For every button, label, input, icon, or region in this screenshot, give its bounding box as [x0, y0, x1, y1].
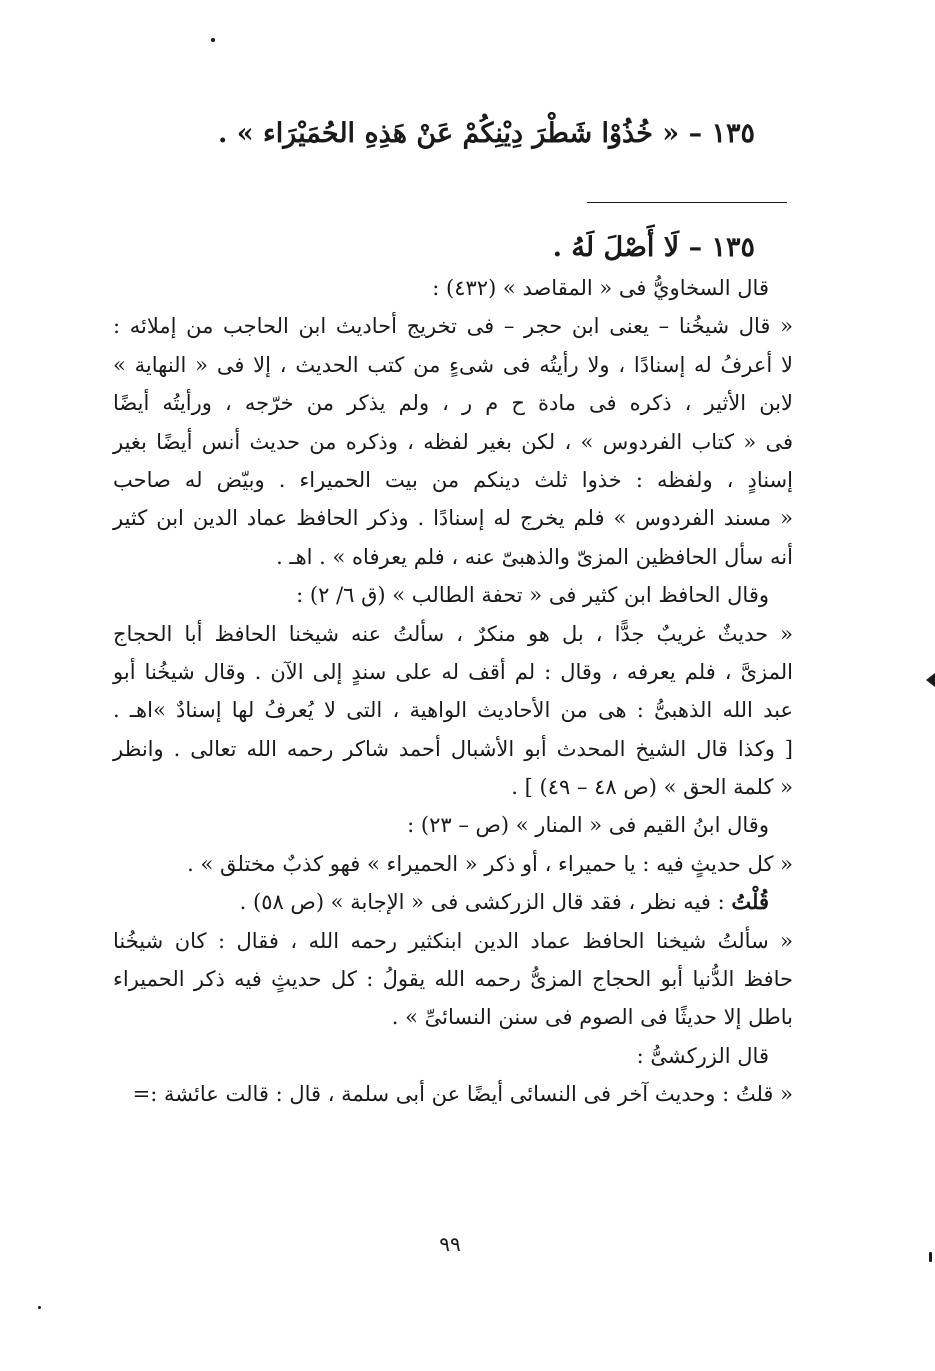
text-line: لا أعرفُ له إسنادًا ، ولا رأيتُه فى شىءٍ من كتب الحديث ، إلا فى « النهاية » — [113, 352, 793, 377]
qultu-rest: : فيه نظر ، فقد قال الزركشى فى « الإجابة » (ص ٥٨) . — [239, 890, 732, 915]
page-number: ٩٩ — [439, 1232, 461, 1256]
text-line: وقال ابنُ القيم فى « المنار » (ص – ٢٣) : — [407, 813, 769, 838]
verdict-heading: ١٣٥ – لَا أَصْلَ لَهُ . — [552, 232, 755, 263]
text-line: المزىَّ ، فلم يعرفه ، وقال : لم أقف له على سندٍ إلى الآن . وقال شيخُنا أبو — [113, 659, 793, 684]
qultu-label: قُلْتُ — [731, 889, 769, 915]
text-line: « كلمة الحق » (ص ٤٨ – ٤٩) ] . — [511, 775, 793, 800]
text-line: أنه سأل الحافظين المزىّ والذهبىّ عنه ، فلم يعرفاه » . اهـ . — [276, 544, 793, 569]
ink-speck — [929, 1252, 932, 1262]
text-line: « مسند الفردوس » فلم يخرج له إسنادًا . وذكر الحافظ عماد الدين ابن كثير — [113, 506, 793, 531]
text-line: إسنادٍ ، ولفظه : خذوا ثلث دينكم من بيت الحميراء . وبيّض له صاحب — [113, 467, 793, 492]
text-line: « قلتُ : وحديث آخر فى النسائى أيضًا عن أبى سلمة ، قال : قالت عائشة := — [132, 1082, 793, 1107]
text-line: « قال شيخُنا – يعنى ابن حجر – فى تخريج أحاديث ابن الحاجب من إملائه : — [113, 314, 793, 339]
text-line: وقال الحافظ ابن كثير فى « تحفة الطالب » (ق ٦/ ٢) : — [296, 583, 769, 608]
ink-speck — [211, 38, 215, 42]
hadith-heading: ١٣٥ – « خُذُوْا شَطْرَ دِيْنِكُمْ عَنْ هَذِهِ الحُمَيْرَاء » . — [217, 118, 755, 149]
text-line: عبد الله الذهبىُّ : هى من الأحاديث الواهية ، التى لا يُعرفُ لها إسنادٌ »اهـ . — [113, 698, 793, 723]
text-line: باطل إلا حديثًا فى الصوم فى سنن النسائىِّ » . — [391, 1005, 793, 1030]
text-line — [113, 883, 793, 921]
body-text — [113, 269, 793, 1114]
separator-rule — [587, 202, 787, 203]
text-line: [ وكذا قال الشيخ المحدث أبو الأشبال أحمد شاكر رحمه الله تعالى . وانظر — [113, 736, 793, 761]
edge-mark — [926, 673, 935, 687]
text-line: « كل حديثٍ فيه : يا حميراء ، أو ذكر « الحميراء » فهو كذبٌ مختلق » . — [187, 851, 793, 876]
text-line: « سألتُ شيخنا الحافظ عماد الدين ابنكثير رحمه الله ، فقال : كان شيخُنا — [113, 928, 793, 953]
text-line: قال السخاويُّ فى « المقاصد » (٤٣٢) : — [432, 276, 769, 300]
text-line: حافظ الدُّنيا أبو الحجاج المزىُّ رحمه الله يقولُ : كل حديثٍ فيه ذكر الحميراء — [113, 967, 793, 992]
text-line: قال الزركشىُّ : — [636, 1043, 769, 1068]
text-line: « حديثٌ غريبٌ جدًّا ، بل هو منكرٌ ، سألتُ عنه شيخنا الحافظ أبا الحجاج — [113, 621, 793, 646]
text-line: فى « كتاب الفردوس » ، لكن بغير لفظه ، وذكره من حديث أنس أيضًا بغير — [113, 429, 793, 454]
ink-speck — [38, 1306, 41, 1309]
text-line: لابن الأثير ، ذكره فى مادة ح م ر ، ولم يذكر من خرّجه ، ورأيتُه أيضًا — [113, 391, 793, 416]
